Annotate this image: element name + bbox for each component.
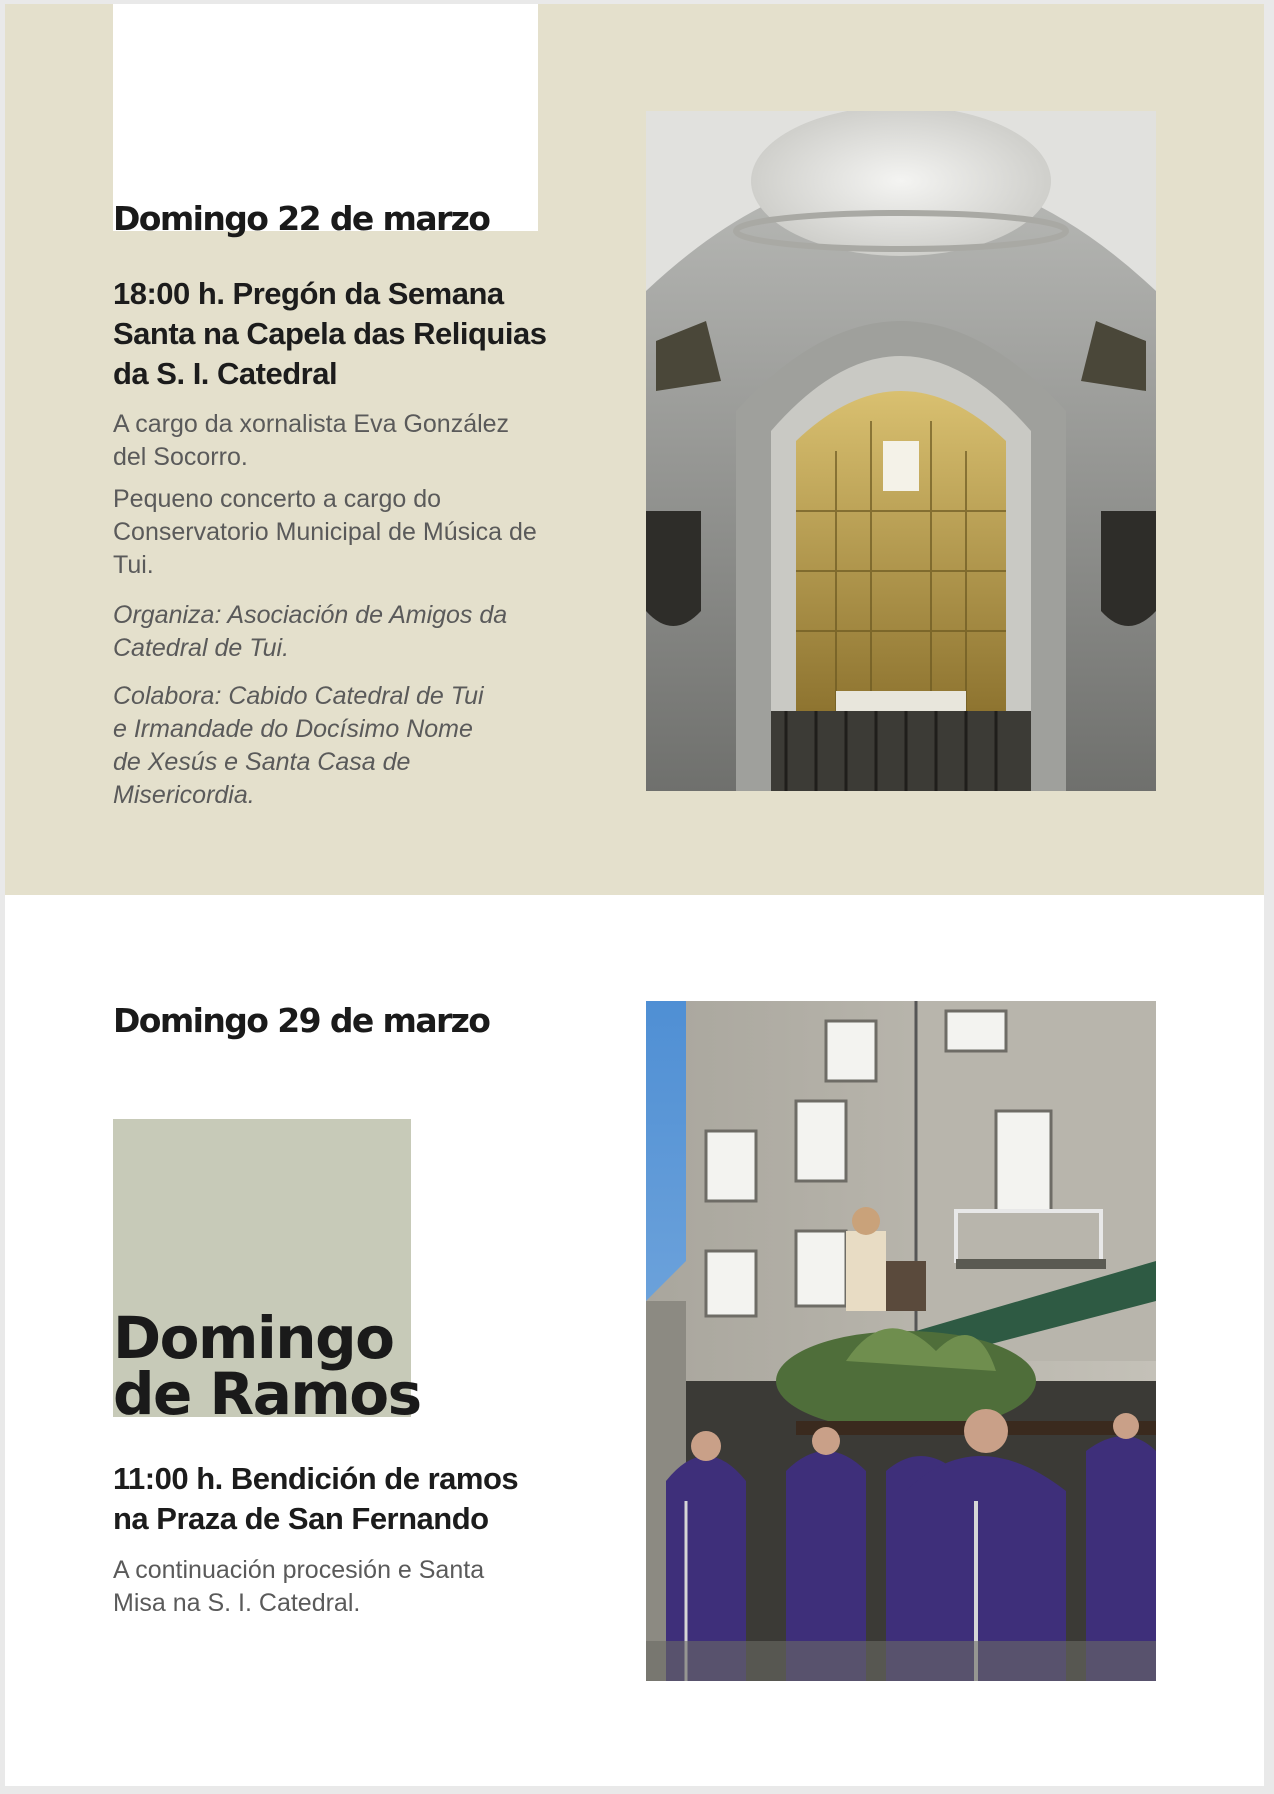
- section1-date: Domingo 22 de marzo: [113, 199, 490, 238]
- section1-colabora: Colabora: Cabido Catedral de Tui e Irmandade do Docísimo Nome de Xesús e Santa Casa de Misericordia.: [113, 682, 484, 809]
- section1-event-title: 18:00 h. Pregón da Semana Santa na Capela das Reliquias da S. I. Catedral: [113, 276, 547, 391]
- section1-organiza: Organiza: Asociación de Amigos da Catedral de Tui.: [113, 601, 508, 662]
- palm-sunday-procession-photo: [646, 1001, 1156, 1681]
- section2-event-title: 11:00 h. Bendición de ramos na Praza de San Fernando: [113, 1461, 519, 1536]
- section2-big-title: [113, 1304, 421, 1428]
- big-title-line-2: de Ramos: [113, 1360, 421, 1428]
- cathedral-chapel-photo: [646, 111, 1156, 791]
- section2-date: Domingo 29 de marzo: [113, 1001, 490, 1040]
- section1-paragraph-2: Pequeno concerto a cargo do Conservatorio Municipal de Música de Tui.: [113, 485, 537, 579]
- section1-paragraph-1: A cargo da xornalista Eva González del Socorro.: [113, 410, 510, 471]
- section2-paragraph: A continuación procesión e Santa Misa na S. I. Catedral.: [113, 1556, 485, 1617]
- big-title-line-1: Domingo: [113, 1304, 394, 1372]
- program-page: [5, 4, 1264, 1786]
- decorative-white-block: [113, 4, 538, 231]
